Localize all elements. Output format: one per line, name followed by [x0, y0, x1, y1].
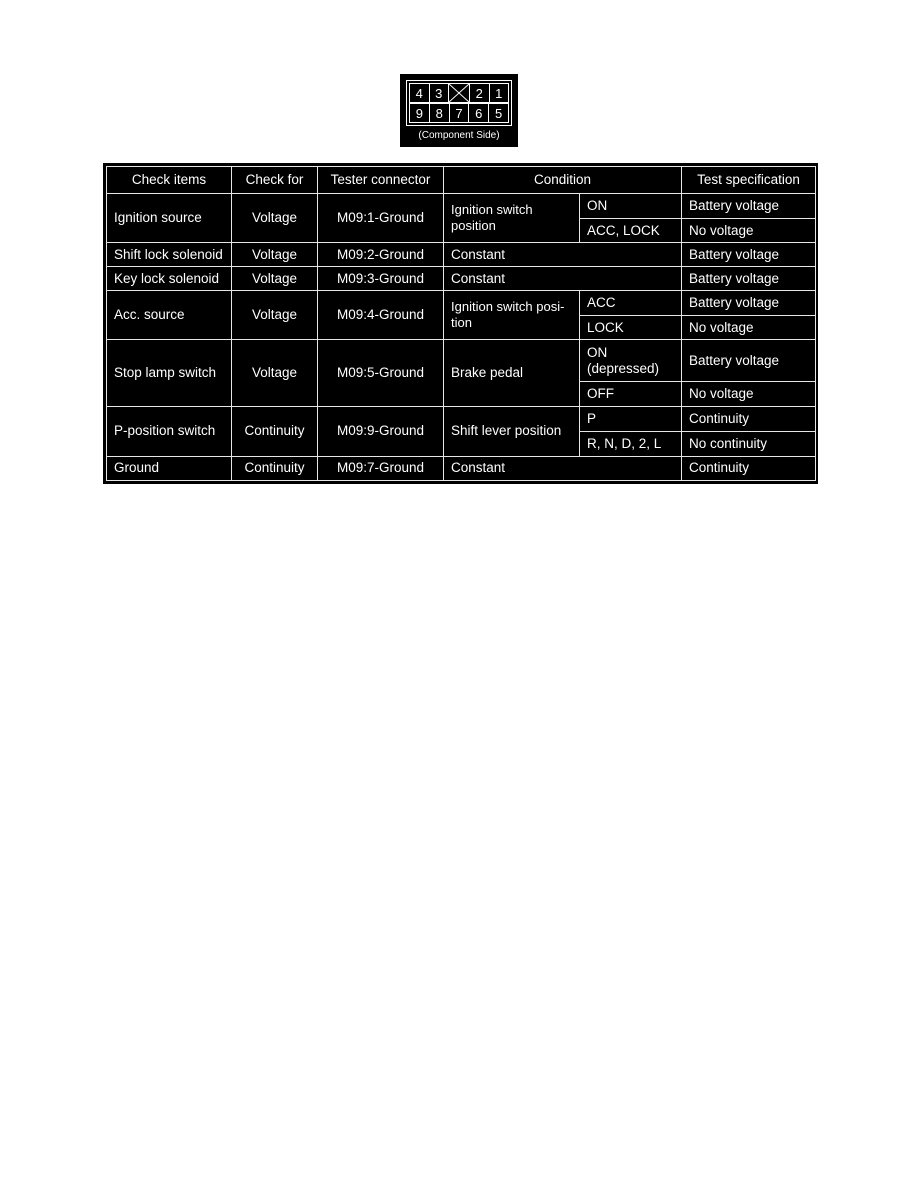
table-row [107, 291, 816, 316]
check-for-cell: Voltage [232, 340, 318, 406]
condition-state-cell: R, N, D, 2, L [580, 431, 682, 456]
pin: 5 [488, 103, 509, 123]
check-item-cell: Ignition source [107, 194, 232, 243]
table-header-row [107, 167, 816, 194]
spec-cell: Battery voltage [682, 340, 816, 381]
tester-connector-cell: M09:4-Ground [318, 291, 444, 340]
header-test-specification: Test specification [682, 167, 816, 194]
header-check-for: Check for [232, 167, 318, 194]
pin: 9 [409, 103, 430, 123]
check-item-cell: Acc. source [107, 291, 232, 340]
table-row [107, 340, 816, 381]
tester-connector-cell: M09:9-Ground [318, 406, 444, 456]
tester-connector-cell: M09:2-Ground [318, 243, 444, 267]
pin: 1 [489, 83, 510, 103]
check-item-cell: Stop lamp switch [107, 340, 232, 406]
pin: 8 [429, 103, 450, 123]
table-row [107, 267, 816, 291]
condition-state-cell: ACC, LOCK [580, 219, 682, 243]
header-check-items: Check items [107, 167, 232, 194]
tester-connector-cell: M09:1-Ground [318, 194, 444, 243]
table-row [107, 406, 816, 431]
header-tester-connector: Tester connector [318, 167, 444, 194]
tester-connector-cell: M09:3-Ground [318, 267, 444, 291]
condition-cell: Shift lever position [444, 406, 580, 456]
table-row [107, 243, 816, 267]
spec-cell: Battery voltage [682, 194, 816, 219]
condition-state-cell: P [580, 406, 682, 431]
check-item-cell: P-position switch [107, 406, 232, 456]
check-for-cell: Continuity [232, 406, 318, 456]
condition-state-cell: ON (depressed) [580, 340, 682, 381]
pin: 2 [469, 83, 490, 103]
table-row [107, 456, 816, 480]
check-for-cell: Continuity [232, 456, 318, 480]
spec-cell: Continuity [682, 456, 816, 480]
spec-cell: Battery voltage [682, 267, 816, 291]
condition-state-cell: OFF [580, 381, 682, 406]
empty-pin-cross-icon [448, 83, 470, 103]
spec-cell: Battery voltage [682, 243, 816, 267]
check-for-cell: Voltage [232, 291, 318, 340]
spec-table [106, 166, 816, 481]
condition-cell: Ignition switch posi-tion [444, 291, 580, 340]
condition-cell: Constant [444, 267, 682, 291]
connector-diagram [400, 74, 518, 147]
tester-connector-cell: M09:5-Ground [318, 340, 444, 406]
connector-pin-grid [406, 80, 512, 126]
condition-cell: Constant [444, 456, 682, 480]
check-for-cell: Voltage [232, 243, 318, 267]
condition-cell: Ignition switch position [444, 194, 580, 243]
pin: 7 [449, 103, 470, 123]
condition-state-cell: ACC [580, 291, 682, 316]
connector-bottom-row [409, 103, 509, 123]
tester-connector-cell: M09:7-Ground [318, 456, 444, 480]
condition-cell: Constant [444, 243, 682, 267]
spec-cell: No voltage [682, 316, 816, 340]
spec-table-frame [103, 163, 818, 484]
spec-cell: Continuity [682, 406, 816, 431]
connector-caption: (Component Side) [418, 130, 500, 141]
check-for-cell: Voltage [232, 194, 318, 243]
pin: 6 [468, 103, 489, 123]
table-row [107, 194, 816, 219]
check-for-cell: Voltage [232, 267, 318, 291]
spec-cell: Battery voltage [682, 291, 816, 316]
header-condition: Condition [444, 167, 682, 194]
condition-state-cell: LOCK [580, 316, 682, 340]
condition-cell: Brake pedal [444, 340, 580, 406]
pin: 4 [409, 83, 430, 103]
spec-cell: No voltage [682, 381, 816, 406]
connector-top-row [409, 83, 509, 103]
check-item-cell: Shift lock solenoid [107, 243, 232, 267]
check-item-cell: Ground [107, 456, 232, 480]
spec-cell: No voltage [682, 219, 816, 243]
check-item-cell: Key lock solenoid [107, 267, 232, 291]
spec-cell: No continuity [682, 431, 816, 456]
pin: 3 [429, 83, 450, 103]
condition-state-cell: ON [580, 194, 682, 219]
